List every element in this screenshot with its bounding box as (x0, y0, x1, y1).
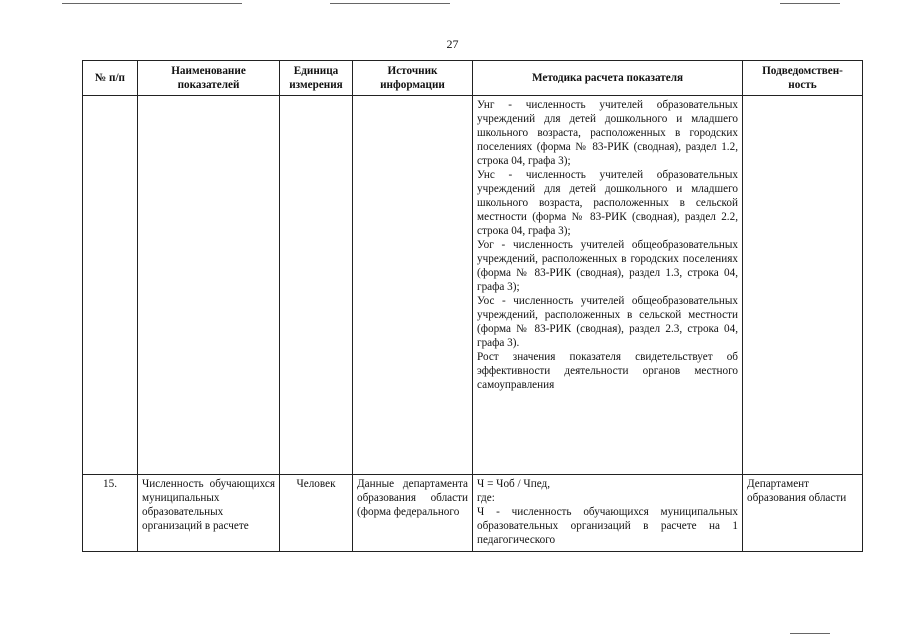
table-row-continuation (83, 96, 863, 475)
method-paragraph: Ч = Чоб / Чпед, (477, 478, 550, 490)
scan-artifact-line (62, 3, 242, 4)
cell-num: 15. (83, 475, 138, 552)
cell-method (473, 475, 743, 552)
scan-artifact-line (780, 3, 840, 4)
cell-name (138, 475, 280, 552)
table-row-15 (83, 475, 863, 552)
indicator-table (82, 60, 863, 552)
method-paragraph: Ч - численность обучающихся муниципальных образовательных организаций в расчете на 1 педагогического (477, 506, 738, 546)
header-unit: Единица измерения (280, 61, 353, 96)
cell-num (83, 96, 138, 475)
method-paragraph: Унг - численность учителей образовательных учреждений для детей дошкольного и младшего школьного возраста, расположенных в городских поселениях (форма № 83-РИК (сводная), раздел 1.2, строка 04, графа 3); (477, 99, 738, 167)
page-number: 27 (446, 37, 459, 51)
cell-source (353, 475, 473, 552)
cell-unit (280, 96, 353, 475)
header-method: Методика расчета показателя (473, 61, 743, 96)
dept-text: Департамент образования области (747, 478, 847, 504)
scan-artifact-line (330, 3, 450, 4)
header-source: Источник информации (353, 61, 473, 96)
scan-artifact-line (790, 633, 830, 634)
cell-name (138, 96, 280, 475)
cell-unit: Человек (280, 475, 353, 552)
indicator-name: Численность обучающихся муниципальных образовательных организаций в расчете (142, 478, 275, 532)
header-name: Наименование показателей (138, 61, 280, 96)
method-paragraph: Уог - численность учителей общеобразовательных учреждений, расположенных в городских поселениях (форма № 83-РИК (сводная), раздел 1.3, строка 04, графа 3); (477, 239, 738, 293)
method-paragraph: Уос - численность учителей общеобразовательных учреждений, расположенных в сельской местности (форма № 83-РИК (сводная), раздел 2.3, строка 04, графа 3). (477, 295, 738, 349)
cell-method (473, 96, 743, 475)
method-paragraph: где: (477, 492, 495, 504)
cell-dept (743, 475, 863, 552)
header-dept: Подведомствен- ность (743, 61, 863, 96)
cell-dept (743, 96, 863, 475)
header-num: № п/п (83, 61, 138, 96)
source-text: Данные департамента образования области (форма федерального (357, 478, 468, 518)
table-header-row (83, 61, 863, 96)
method-paragraph: Унс - численность учителей образовательных учреждений для детей дошкольного и младшего школьного возраста, расположенных в сельской местности (форма № 83-РИК (сводная), раздел 2.2, строка 04, графа 3); (477, 169, 738, 237)
method-paragraph: Рост значения показателя свидетельствует об эффективности деятельности органов местного самоуправления (477, 351, 738, 391)
cell-source (353, 96, 473, 475)
